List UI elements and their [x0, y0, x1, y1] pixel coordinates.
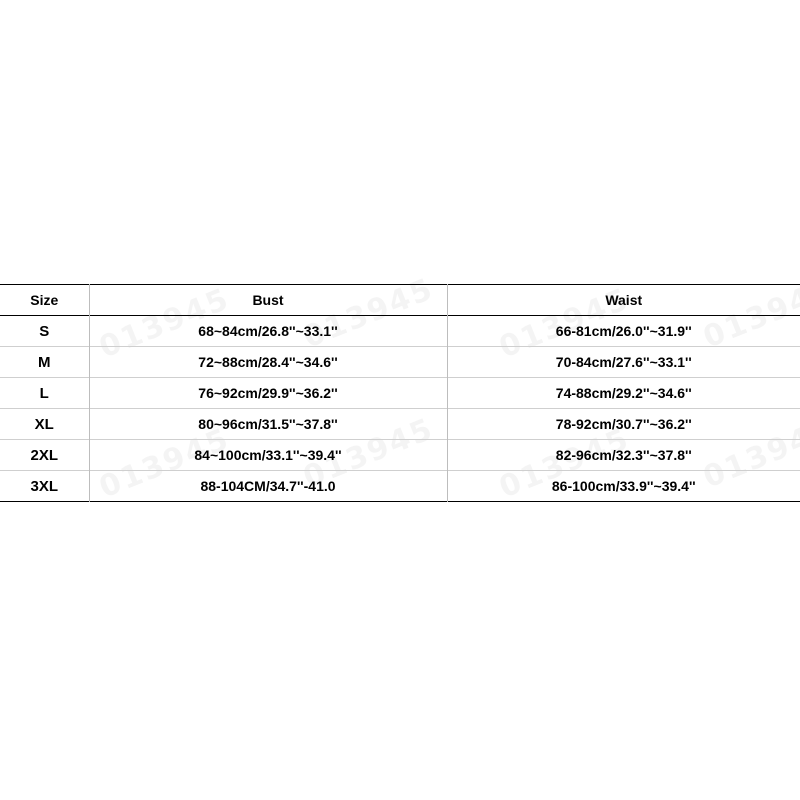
table-row [0, 347, 800, 378]
size-cell: M [0, 347, 89, 378]
table-row [0, 471, 800, 502]
size-cell: XL [0, 409, 89, 440]
waist-cell: 70-84cm/27.6''~33.1'' [555, 354, 692, 370]
waist-cell: 82-96cm/32.3''~37.8'' [555, 447, 692, 463]
waist-cell: 86-100cm/33.9''~39.4'' [551, 478, 696, 494]
waist-cell: 74-88cm/29.2''~34.6'' [555, 385, 692, 401]
size-cell: L [0, 378, 89, 409]
size-cell: 3XL [0, 471, 89, 502]
bust-cell: 76~92cm/29.9''~36.2'' [89, 378, 447, 409]
size-chart-table [0, 284, 800, 502]
header-row [0, 285, 800, 316]
table-row [0, 316, 800, 347]
bust-cell: 84~100cm/33.1''~39.4'' [89, 440, 447, 471]
size-cell: 2XL [0, 440, 89, 471]
waist-cell: 78-92cm/30.7''~36.2'' [555, 416, 692, 432]
bust-cell: 88-104CM/34.7''-41.0 [89, 471, 447, 502]
waist-cell: 66-81cm/26.0''~31.9'' [555, 323, 692, 339]
header-bust: Bust [89, 285, 447, 316]
header-waist: Waist [447, 285, 800, 316]
table-row [0, 409, 800, 440]
bust-cell: 68~84cm/26.8''~33.1'' [89, 316, 447, 347]
table-row [0, 440, 800, 471]
header-size: Size [0, 285, 89, 316]
bust-cell: 80~96cm/31.5''~37.8'' [89, 409, 447, 440]
size-cell: S [0, 316, 89, 347]
table-row [0, 378, 800, 409]
bust-cell: 72~88cm/28.4''~34.6'' [89, 347, 447, 378]
